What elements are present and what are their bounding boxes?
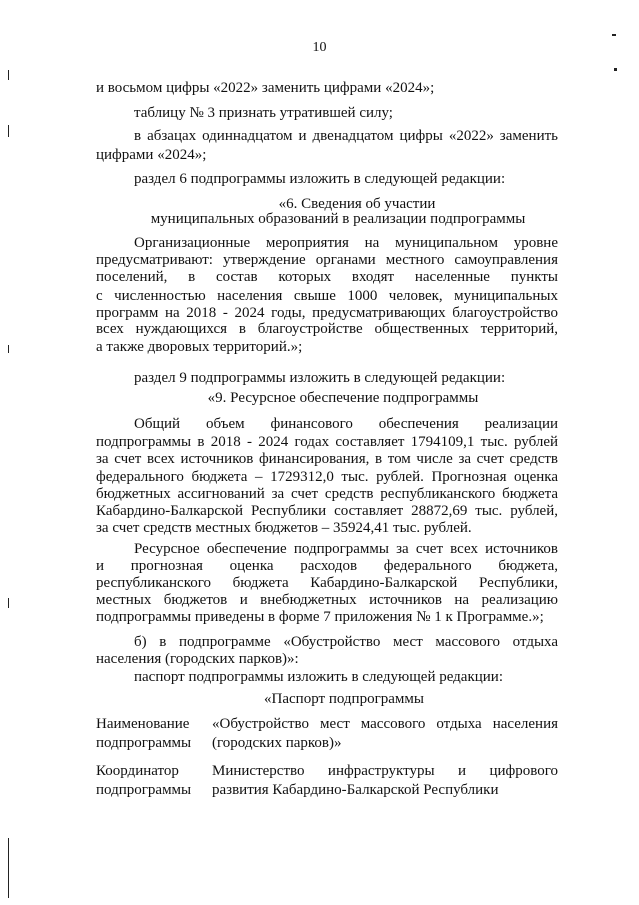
text-line: раздел 9 подпрограммы изложить в следующей редакции: xyxy=(134,370,506,386)
margin-mark xyxy=(614,68,617,71)
text-line: всех нуждающихся в благоустройстве общественных территорий, xyxy=(96,321,558,337)
text-line: местных бюджетов и внебюджетных источников на реализацию xyxy=(96,592,558,608)
passport-value: Министерство инфраструктуры и цифрового развития Кабардино-Балкарской Республики xyxy=(212,763,558,798)
text-line: и восьмом цифры «2022» заменить цифрами «2024»; xyxy=(96,80,435,96)
section-heading: муниципальных образований в реализации подпрограммы xyxy=(150,211,526,227)
text-line: предусматривают: утверждение органами местного самоуправления xyxy=(96,252,558,268)
text-line: Общий объем финансового обеспечения реализации xyxy=(134,416,558,432)
text-line: подпрограммы приведены в форме 7 приложения № 1 к Программе.»; xyxy=(96,609,544,625)
text-line: за счет всех источников финансирования, в том числе за счет средств xyxy=(96,451,558,467)
margin-mark xyxy=(8,125,9,137)
text-line: в абзацах одиннадцатом и двенадцатом цифры «2022» заменить xyxy=(134,128,558,144)
section-heading: «Паспорт подпрограммы xyxy=(264,691,424,707)
text-line: федерального бюджета – 1729312,0 тыс. рублей. Прогнозная оценка xyxy=(96,469,558,485)
passport-label: Координатор подпрограммы xyxy=(96,763,192,798)
text-line: за счет средств местных бюджетов – 35924,41 тыс. рублей. xyxy=(96,520,472,536)
text-line: поселений, в состав которых входят населенные пункты xyxy=(96,269,558,285)
text-line: Кабардино-Балкарской Республики составляет 28872,69 тыс. рублей, xyxy=(96,503,558,519)
text-line: раздел 6 подпрограммы изложить в следующей редакции: xyxy=(134,171,506,187)
text-line: паспорт подпрограммы изложить в следующей редакции: xyxy=(134,669,504,685)
text-line: бюджетных ассигнований за счет средств республиканского бюджета xyxy=(96,486,558,502)
text-line: населения (городских парков)»: xyxy=(96,651,299,667)
margin-mark xyxy=(8,70,9,80)
margin-mark xyxy=(612,34,616,36)
section-heading: «6. Сведения об участии xyxy=(278,196,436,212)
passport-value: «Обустройство мест массового отдыха населения (городских парков)» xyxy=(212,716,558,751)
text-line: подпрограммы в 2018 - 2024 годах составляет 1794109,1 тыс. рублей xyxy=(96,434,558,450)
text-line: а также дворовых территорий.»; xyxy=(96,339,303,355)
text-line: Ресурсное обеспечение подпрограммы за счет всех источников xyxy=(134,541,558,557)
text-line: программ на 2018 - 2024 годы, предусматривающих благоустройство xyxy=(96,305,558,321)
passport-label: Наименование подпрограммы xyxy=(96,716,192,751)
margin-mark xyxy=(8,598,9,608)
text-line: с численностью населения свыше 1000 человек, муниципальных xyxy=(96,288,558,304)
text-line: цифрами «2024»; xyxy=(96,147,207,163)
text-line: Организационные мероприятия на муниципальном уровне xyxy=(134,235,558,251)
margin-mark xyxy=(8,838,9,898)
section-heading: «9. Ресурсное обеспечение подпрограммы xyxy=(207,390,479,406)
page-number: 10 xyxy=(312,40,327,55)
margin-mark xyxy=(8,345,9,353)
text-line: б) в подпрограмме «Обустройство мест массового отдыха xyxy=(134,634,558,650)
text-line: таблицу № 3 признать утратившей силу; xyxy=(134,105,393,121)
text-line: и прогнозная оценка расходов федерального бюджета, xyxy=(96,558,558,574)
text-line: республиканского бюджета Кабардино-Балкарской Республики, xyxy=(96,575,558,591)
